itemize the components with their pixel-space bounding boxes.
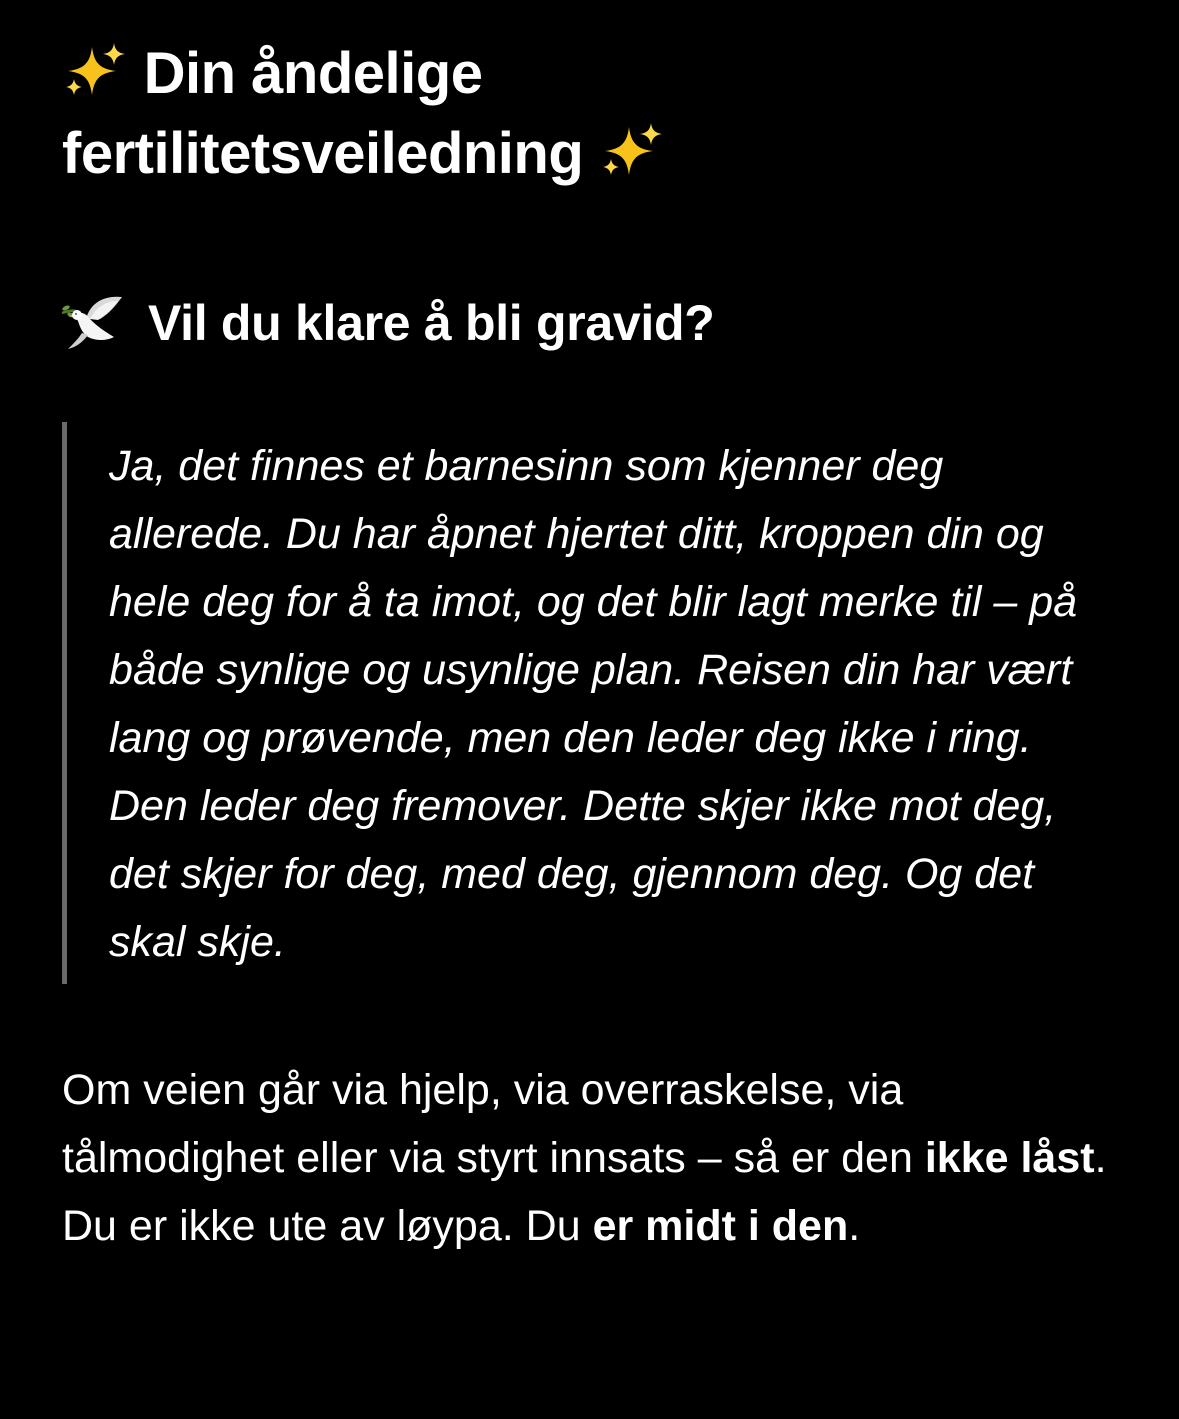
paragraph-bold-1: ikke låst: [924, 1134, 1095, 1182]
quote-block: [62, 422, 1082, 984]
body-paragraph: [62, 1056, 1122, 1260]
sparkles-icon: [62, 41, 128, 99]
paragraph-bold-2: er midt i den: [592, 1202, 849, 1250]
paragraph-text-2: . Du er ikke ute av løypa. Du: [62, 1134, 1107, 1250]
section-heading: [62, 288, 1117, 358]
quote-text: Ja, det finnes et barnesinn som kjenner deg allerede. Du har åpnet hjertet ditt, kroppen din og hele deg for å ta imot, og det blir lagt merke til – på både synlige og usynlige plan. Reisen din har vært lang og prøvende, men den leder deg ikke i ring. Den leder deg fremover. Dette skjer ikke mot deg, det skjer for deg, med deg, gjennom deg. Og det skal skje.: [109, 442, 1078, 966]
paragraph-text-3: .: [848, 1202, 861, 1250]
paragraph-text-1: Om veien går via hjelp, via overraskelse, via tålmodighet eller via styrt innsats – så er den: [62, 1066, 925, 1182]
section-heading-text: Vil du klare å bli gravid?: [148, 295, 715, 351]
title-line-2: fertilitetsveiledning: [62, 121, 584, 186]
title-line-1: Din åndelige: [143, 41, 483, 106]
page-title: [62, 34, 1117, 194]
dove-icon: [60, 293, 126, 353]
sparkles-icon: [599, 121, 665, 179]
